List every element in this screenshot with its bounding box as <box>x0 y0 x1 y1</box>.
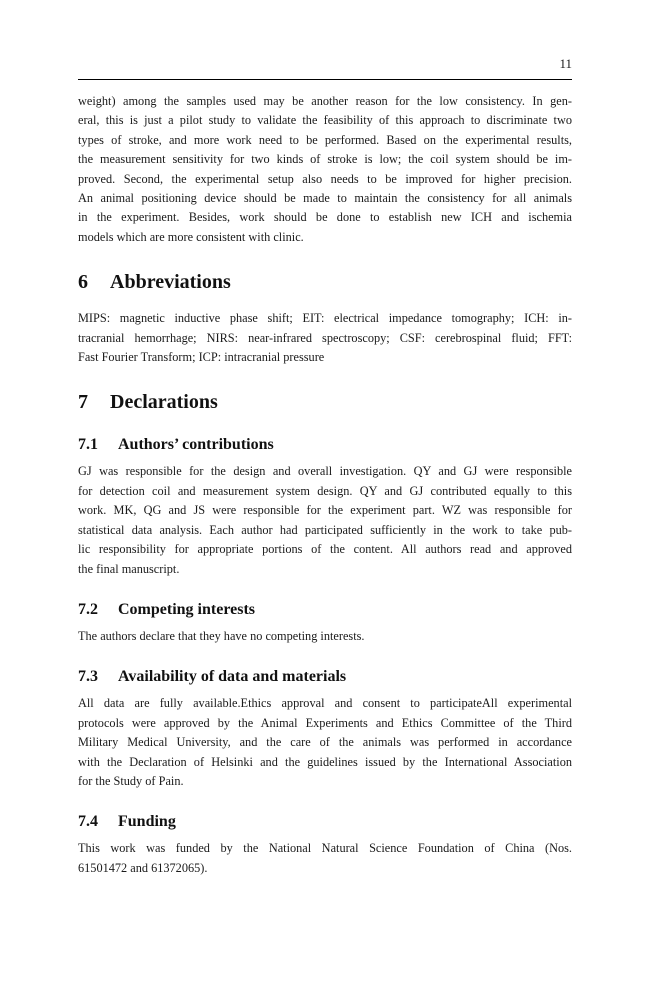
section-number: 7 <box>78 391 88 414</box>
text-line: statistical data analysis. Each author had participated sufficiently in the work to take pub- <box>78 522 572 537</box>
text-line: This work was funded by the National Natural Science Foundation of China (Nos. <box>78 841 572 856</box>
text-line: GJ was responsible for the design and overall investigation. QY and GJ were responsible <box>78 464 572 479</box>
subsection-title: Funding <box>118 813 176 831</box>
intro-paragraph <box>78 92 572 247</box>
subsection-title: Availability of data and materials <box>118 668 347 686</box>
subsection-heading-availability <box>78 667 572 687</box>
text-line: Military Medical University, and the care of the animals was performed in accordance <box>78 735 572 750</box>
text-line: for detection coil and measurement system design. QY and GJ contributed equally to this <box>78 483 572 498</box>
text-line: MIPS: magnetic inductive phase shift; EIT: electrical impedance tomography; ICH: in- <box>78 311 572 326</box>
text-line: lic responsibility for appropriate portions of the content. All authors read and approved <box>78 542 572 557</box>
text-line: the measurement sensitivity for two kinds of stroke is low; the coil system should be im- <box>78 152 572 167</box>
text-line: The authors declare that they have no competing interests. <box>78 628 365 643</box>
section-heading-abbreviations <box>78 270 572 294</box>
subsection-heading-authors-contributions <box>78 435 572 455</box>
subsection-heading-funding <box>78 812 572 832</box>
subsection-number: 7.1 <box>78 436 98 454</box>
text-line: proved. Second, the experimental setup also needs to be improved for higher precision. <box>78 171 572 186</box>
section-title: Abbreviations <box>110 271 231 294</box>
text-line: in the experiment. Besides, work should be done to establish new ICH and ischemia <box>78 210 572 225</box>
text-line: types of stroke, and more work need to be performed. Based on the experimental results, <box>78 132 572 147</box>
competing-interests-paragraph <box>78 627 572 646</box>
subsection-title: Competing interests <box>118 600 256 618</box>
text-line: tracranial hemorrhage; NIRS: near-infrared spectroscopy; CSF: cerebrospinal fluid; FFT: <box>78 330 572 345</box>
abbreviations-paragraph <box>78 309 572 367</box>
subsection-number: 7.3 <box>78 668 98 686</box>
subsection-number: 7.2 <box>78 600 98 618</box>
text-line: models which are more consistent with clinic. <box>78 229 304 244</box>
section-number: 6 <box>78 271 88 294</box>
text-column <box>78 0 572 878</box>
page-number: 11 <box>559 56 572 71</box>
text-line: Fast Fourier Transform; ICP: intracranial pressure <box>78 350 325 365</box>
subsection-title: Authors’ contributions <box>118 436 274 454</box>
header-rule <box>78 79 572 80</box>
subsection-number: 7.4 <box>78 813 98 831</box>
authors-contributions-paragraph <box>78 462 572 578</box>
running-header <box>78 0 572 80</box>
text-line: the final manuscript. <box>78 561 180 576</box>
funding-paragraph <box>78 839 572 878</box>
text-line: 61501472 and 61372065). <box>78 860 208 875</box>
text-line: with the Declaration of Helsinki and the guidelines issued by the International Association <box>78 754 572 769</box>
subsection-heading-competing-interests <box>78 600 572 620</box>
text-line: for the Study of Pain. <box>78 773 184 788</box>
text-line: work. MK, QG and JS were responsible for the experiment part. WZ was responsible for <box>78 503 572 518</box>
text-line: An animal positioning device should be made to maintain the consistency for all animals <box>78 191 572 206</box>
text-line: protocols were approved by the Animal Experiments and Ethics Committee of the Third <box>78 715 572 730</box>
text-line: weight) among the samples used may be another reason for the low consistency. In gen- <box>78 94 572 108</box>
text-line: eral, this is just a pilot study to validate the feasibility of this approach to discriminate two <box>78 113 572 128</box>
section-heading-declarations <box>78 390 572 414</box>
text-line: All data are fully available.Ethics approval and consent to participateAll experimental <box>78 696 572 711</box>
section-title: Declarations <box>110 391 218 414</box>
availability-paragraph <box>78 694 572 791</box>
